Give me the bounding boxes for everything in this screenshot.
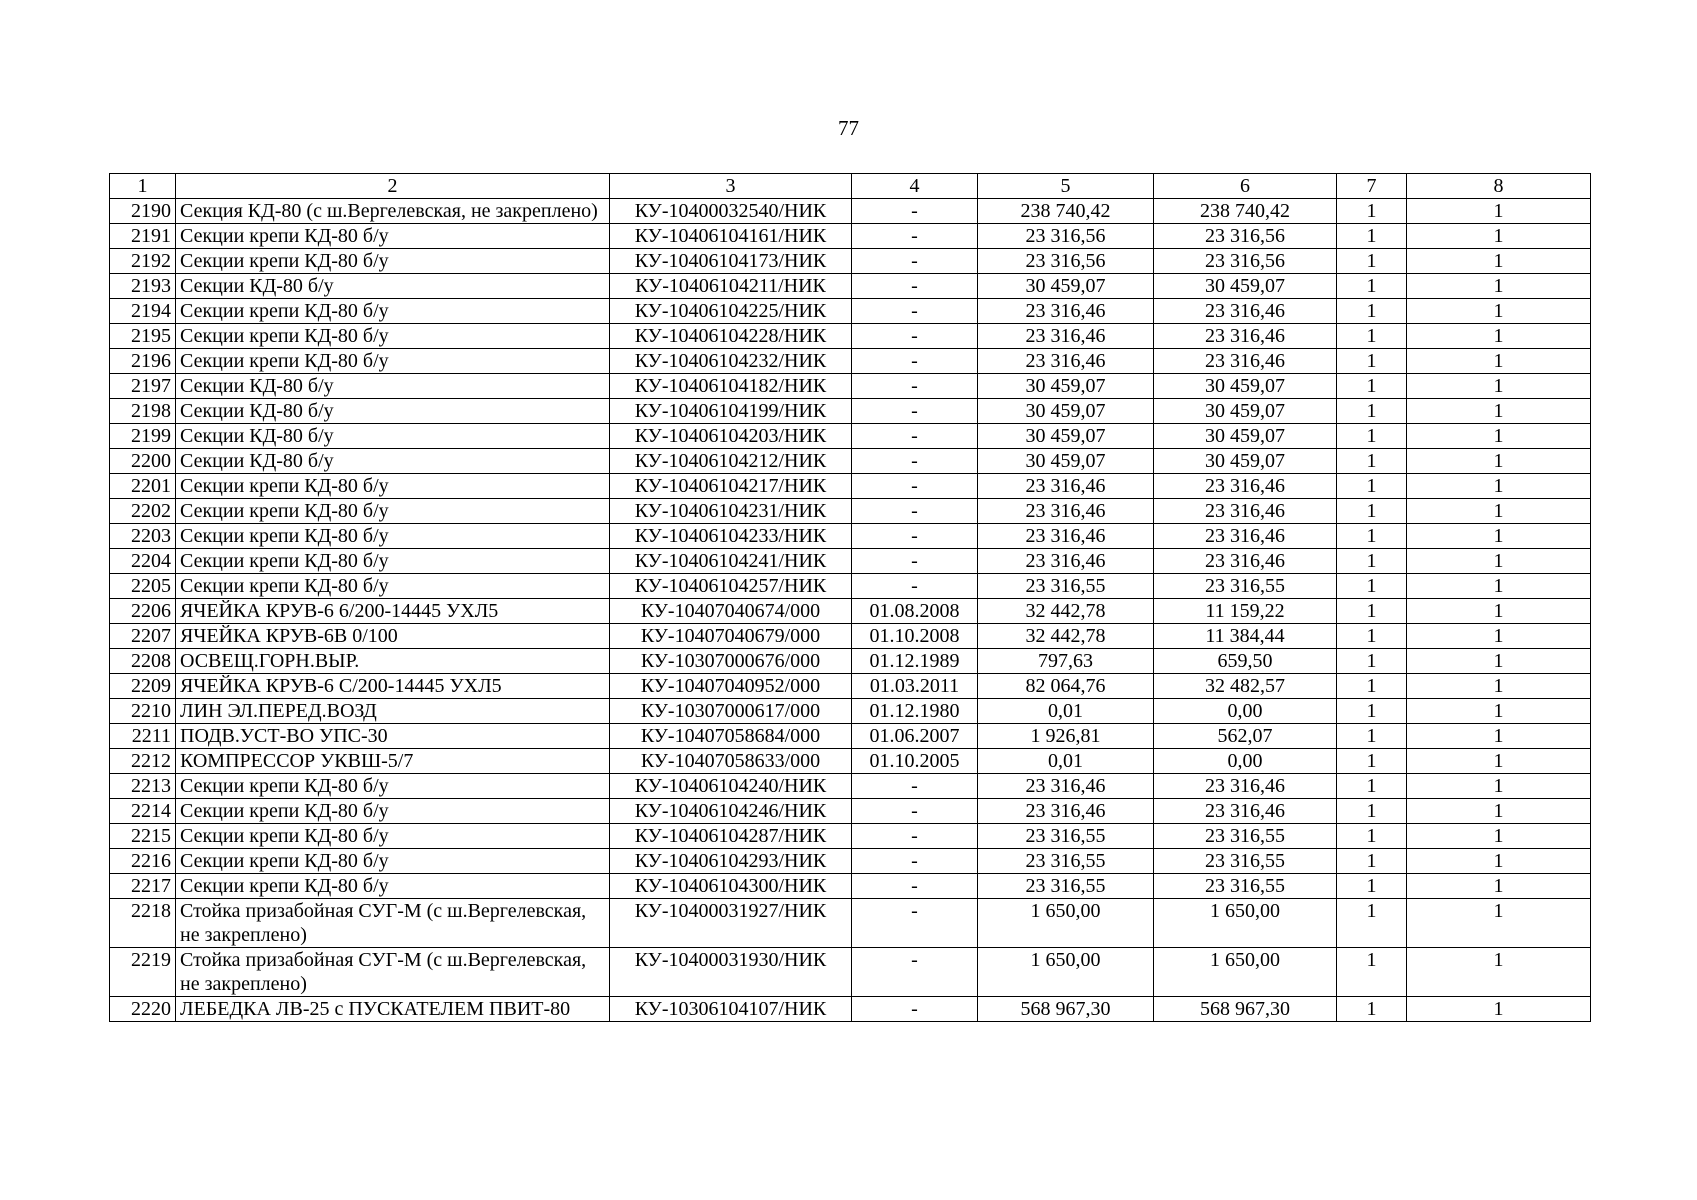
initial-cost-cell: 32 442,78	[978, 599, 1154, 624]
count-cell: 1	[1407, 997, 1591, 1022]
residual-cost-cell: 0,00	[1154, 699, 1337, 724]
inventory-code-cell: КУ-10406104182/НИК	[610, 374, 852, 399]
quantity-cell: 1	[1337, 824, 1407, 849]
initial-cost-cell: 797,63	[978, 649, 1154, 674]
count-cell: 1	[1407, 624, 1591, 649]
table-row	[110, 899, 1591, 948]
inventory-code-cell: КУ-10406104173/НИК	[610, 249, 852, 274]
item-name-cell: ПОДВ.УСТ-ВО УПС-30	[176, 724, 610, 749]
row-number-cell: 2220	[110, 997, 176, 1022]
residual-cost-cell: 23 316,55	[1154, 874, 1337, 899]
quantity-cell: 1	[1337, 948, 1407, 997]
quantity-cell: 1	[1337, 749, 1407, 774]
residual-cost-cell: 23 316,46	[1154, 324, 1337, 349]
residual-cost-cell: 23 316,46	[1154, 549, 1337, 574]
initial-cost-cell: 23 316,55	[978, 824, 1154, 849]
residual-cost-cell: 23 316,46	[1154, 499, 1337, 524]
count-cell: 1	[1407, 849, 1591, 874]
initial-cost-cell: 1 650,00	[978, 899, 1154, 948]
inventory-code-cell: КУ-10406104293/НИК	[610, 849, 852, 874]
initial-cost-cell: 30 459,07	[978, 424, 1154, 449]
row-number-cell: 2207	[110, 624, 176, 649]
residual-cost-cell: 659,50	[1154, 649, 1337, 674]
count-cell: 1	[1407, 774, 1591, 799]
residual-cost-cell: 238 740,42	[1154, 199, 1337, 224]
quantity-cell: 1	[1337, 699, 1407, 724]
quantity-cell: 1	[1337, 774, 1407, 799]
residual-cost-cell: 23 316,46	[1154, 299, 1337, 324]
inventory-code-cell: КУ-10307000676/000	[610, 649, 852, 674]
inventory-code-cell: КУ-10406104246/НИК	[610, 799, 852, 824]
count-cell: 1	[1407, 824, 1591, 849]
column-header: 2	[176, 174, 610, 199]
item-name-cell: Секции крепи КД-80 б/у	[176, 299, 610, 324]
row-number-cell: 2217	[110, 874, 176, 899]
date-cell: -	[852, 824, 978, 849]
initial-cost-cell: 23 316,55	[978, 574, 1154, 599]
row-number-cell: 2193	[110, 274, 176, 299]
table-row	[110, 799, 1591, 824]
residual-cost-cell: 11 159,22	[1154, 599, 1337, 624]
column-header: 3	[610, 174, 852, 199]
item-name-cell: ЯЧЕЙКА КРУВ-6 6/200-14445 УХЛ5	[176, 599, 610, 624]
initial-cost-cell: 1 926,81	[978, 724, 1154, 749]
residual-cost-cell: 1 650,00	[1154, 948, 1337, 997]
table-row	[110, 499, 1591, 524]
quantity-cell: 1	[1337, 399, 1407, 424]
residual-cost-cell: 23 316,55	[1154, 574, 1337, 599]
quantity-cell: 1	[1337, 299, 1407, 324]
count-cell: 1	[1407, 374, 1591, 399]
residual-cost-cell: 568 967,30	[1154, 997, 1337, 1022]
initial-cost-cell: 23 316,46	[978, 474, 1154, 499]
residual-cost-cell: 30 459,07	[1154, 399, 1337, 424]
count-cell: 1	[1407, 749, 1591, 774]
column-header: 6	[1154, 174, 1337, 199]
count-cell: 1	[1407, 474, 1591, 499]
date-cell: 01.08.2008	[852, 599, 978, 624]
inventory-code-cell: КУ-10407058684/000	[610, 724, 852, 749]
initial-cost-cell: 30 459,07	[978, 449, 1154, 474]
inventory-code-cell: КУ-10406104231/НИК	[610, 499, 852, 524]
quantity-cell: 1	[1337, 799, 1407, 824]
count-cell: 1	[1407, 349, 1591, 374]
table-row	[110, 224, 1591, 249]
quantity-cell: 1	[1337, 549, 1407, 574]
row-number-cell: 2205	[110, 574, 176, 599]
residual-cost-cell: 11 384,44	[1154, 624, 1337, 649]
row-number-cell: 2219	[110, 948, 176, 997]
count-cell: 1	[1407, 399, 1591, 424]
date-cell: -	[852, 549, 978, 574]
table-row	[110, 874, 1591, 899]
date-cell: -	[852, 499, 978, 524]
initial-cost-cell: 30 459,07	[978, 399, 1154, 424]
residual-cost-cell: 23 316,46	[1154, 474, 1337, 499]
initial-cost-cell: 568 967,30	[978, 997, 1154, 1022]
initial-cost-cell: 23 316,46	[978, 524, 1154, 549]
count-cell: 1	[1407, 449, 1591, 474]
item-name-cell: Секции КД-80 б/у	[176, 449, 610, 474]
table-row	[110, 724, 1591, 749]
row-number-cell: 2200	[110, 449, 176, 474]
residual-cost-cell: 23 316,46	[1154, 524, 1337, 549]
row-number-cell: 2201	[110, 474, 176, 499]
item-name-cell: Секция КД-80 (с ш.Вергелевская, не закреплено)	[176, 199, 610, 224]
count-cell: 1	[1407, 274, 1591, 299]
quantity-cell: 1	[1337, 674, 1407, 699]
item-name-cell: Секции крепи КД-80 б/у	[176, 524, 610, 549]
count-cell: 1	[1407, 649, 1591, 674]
count-cell: 1	[1407, 299, 1591, 324]
row-number-cell: 2190	[110, 199, 176, 224]
initial-cost-cell: 23 316,55	[978, 874, 1154, 899]
date-cell: -	[852, 249, 978, 274]
inventory-code-cell: КУ-10406104217/НИК	[610, 474, 852, 499]
table-row	[110, 849, 1591, 874]
row-number-cell: 2215	[110, 824, 176, 849]
item-name-cell: Секции крепи КД-80 б/у	[176, 874, 610, 899]
quantity-cell: 1	[1337, 374, 1407, 399]
table-row	[110, 649, 1591, 674]
table-row	[110, 424, 1591, 449]
date-cell: -	[852, 274, 978, 299]
inventory-code-cell: КУ-10406104241/НИК	[610, 549, 852, 574]
column-header: 1	[110, 174, 176, 199]
date-cell: -	[852, 524, 978, 549]
quantity-cell: 1	[1337, 449, 1407, 474]
table-row	[110, 474, 1591, 499]
inventory-code-cell: КУ-10406104228/НИК	[610, 324, 852, 349]
item-name-cell: Секции КД-80 б/у	[176, 399, 610, 424]
item-name-cell: Стойка призабойная СУГ-М (с ш.Вергелевская, не закреплено)	[176, 948, 610, 997]
initial-cost-cell: 23 316,46	[978, 349, 1154, 374]
inventory-code-cell: КУ-10406104300/НИК	[610, 874, 852, 899]
count-cell: 1	[1407, 799, 1591, 824]
item-name-cell: Секции крепи КД-80 б/у	[176, 824, 610, 849]
item-name-cell: Секции КД-80 б/у	[176, 424, 610, 449]
initial-cost-cell: 1 650,00	[978, 948, 1154, 997]
item-name-cell: Стойка призабойная СУГ-М (с ш.Вергелевская, не закреплено)	[176, 899, 610, 948]
row-number-cell: 2195	[110, 324, 176, 349]
date-cell: -	[852, 399, 978, 424]
quantity-cell: 1	[1337, 424, 1407, 449]
quantity-cell: 1	[1337, 474, 1407, 499]
date-cell: -	[852, 899, 978, 948]
item-name-cell: ОСВЕЩ.ГОРН.ВЫР.	[176, 649, 610, 674]
table-row	[110, 399, 1591, 424]
quantity-cell: 1	[1337, 499, 1407, 524]
count-cell: 1	[1407, 424, 1591, 449]
table-row	[110, 374, 1591, 399]
row-number-cell: 2213	[110, 774, 176, 799]
row-number-cell: 2199	[110, 424, 176, 449]
inventory-code-cell: КУ-10306104107/НИК	[610, 997, 852, 1022]
inventory-code-cell: КУ-10400031930/НИК	[610, 948, 852, 997]
quantity-cell: 1	[1337, 524, 1407, 549]
date-cell: -	[852, 997, 978, 1022]
quantity-cell: 1	[1337, 349, 1407, 374]
residual-cost-cell: 23 316,46	[1154, 774, 1337, 799]
row-number-cell: 2208	[110, 649, 176, 674]
quantity-cell: 1	[1337, 324, 1407, 349]
quantity-cell: 1	[1337, 224, 1407, 249]
row-number-cell: 2194	[110, 299, 176, 324]
inventory-code-cell: КУ-10406104240/НИК	[610, 774, 852, 799]
table-row	[110, 824, 1591, 849]
initial-cost-cell: 30 459,07	[978, 274, 1154, 299]
date-cell: -	[852, 424, 978, 449]
date-cell: 01.03.2011	[852, 674, 978, 699]
row-number-cell: 2216	[110, 849, 176, 874]
item-name-cell: ЯЧЕЙКА КРУВ-6В 0/100	[176, 624, 610, 649]
quantity-cell: 1	[1337, 249, 1407, 274]
date-cell: -	[852, 774, 978, 799]
date-cell: 01.12.1980	[852, 699, 978, 724]
inventory-code-cell: КУ-10407058633/000	[610, 749, 852, 774]
date-cell: -	[852, 849, 978, 874]
residual-cost-cell: 562,07	[1154, 724, 1337, 749]
item-name-cell: ЛИН ЭЛ.ПЕРЕД.ВОЗД	[176, 699, 610, 724]
quantity-cell: 1	[1337, 874, 1407, 899]
inventory-code-cell: КУ-10406104287/НИК	[610, 824, 852, 849]
inventory-code-cell: КУ-10406104211/НИК	[610, 274, 852, 299]
initial-cost-cell: 0,01	[978, 749, 1154, 774]
date-cell: 01.06.2007	[852, 724, 978, 749]
residual-cost-cell: 23 316,55	[1154, 849, 1337, 874]
residual-cost-cell: 30 459,07	[1154, 374, 1337, 399]
date-cell: -	[852, 948, 978, 997]
inventory-code-cell: КУ-10406104257/НИК	[610, 574, 852, 599]
count-cell: 1	[1407, 899, 1591, 948]
table-row	[110, 449, 1591, 474]
residual-cost-cell: 0,00	[1154, 749, 1337, 774]
initial-cost-cell: 238 740,42	[978, 199, 1154, 224]
date-cell: -	[852, 574, 978, 599]
residual-cost-cell: 30 459,07	[1154, 274, 1337, 299]
initial-cost-cell: 82 064,76	[978, 674, 1154, 699]
count-cell: 1	[1407, 948, 1591, 997]
residual-cost-cell: 32 482,57	[1154, 674, 1337, 699]
inventory-code-cell: КУ-10406104212/НИК	[610, 449, 852, 474]
date-cell: -	[852, 474, 978, 499]
row-number-cell: 2211	[110, 724, 176, 749]
row-number-cell: 2206	[110, 599, 176, 624]
date-cell: -	[852, 449, 978, 474]
table-row	[110, 199, 1591, 224]
initial-cost-cell: 23 316,55	[978, 849, 1154, 874]
row-number-cell: 2202	[110, 499, 176, 524]
inventory-code-cell: КУ-10307000617/000	[610, 699, 852, 724]
count-cell: 1	[1407, 874, 1591, 899]
table-row	[110, 749, 1591, 774]
date-cell: 01.12.1989	[852, 649, 978, 674]
initial-cost-cell: 23 316,46	[978, 324, 1154, 349]
initial-cost-cell: 23 316,46	[978, 774, 1154, 799]
item-name-cell: Секции крепи КД-80 б/у	[176, 774, 610, 799]
count-cell: 1	[1407, 674, 1591, 699]
inventory-code-cell: КУ-10400032540/НИК	[610, 199, 852, 224]
initial-cost-cell: 23 316,46	[978, 549, 1154, 574]
table-row	[110, 624, 1591, 649]
date-cell: 01.10.2005	[852, 749, 978, 774]
item-name-cell: Секции крепи КД-80 б/у	[176, 474, 610, 499]
initial-cost-cell: 23 316,56	[978, 249, 1154, 274]
item-name-cell: Секции крепи КД-80 б/у	[176, 224, 610, 249]
count-cell: 1	[1407, 499, 1591, 524]
item-name-cell: Секции крепи КД-80 б/у	[176, 574, 610, 599]
row-number-cell: 2212	[110, 749, 176, 774]
residual-cost-cell: 23 316,56	[1154, 249, 1337, 274]
date-cell: -	[852, 324, 978, 349]
item-name-cell: Секции крепи КД-80 б/у	[176, 349, 610, 374]
table-row	[110, 699, 1591, 724]
inventory-code-cell: КУ-10407040679/000	[610, 624, 852, 649]
item-name-cell: Секции крепи КД-80 б/у	[176, 549, 610, 574]
quantity-cell: 1	[1337, 599, 1407, 624]
column-header: 7	[1337, 174, 1407, 199]
item-name-cell: Секции крепи КД-80 б/у	[176, 799, 610, 824]
date-cell: -	[852, 874, 978, 899]
count-cell: 1	[1407, 599, 1591, 624]
item-name-cell: Секции крепи КД-80 б/у	[176, 324, 610, 349]
residual-cost-cell: 30 459,07	[1154, 449, 1337, 474]
date-cell: -	[852, 299, 978, 324]
row-number-cell: 2210	[110, 699, 176, 724]
inventory-code-cell: КУ-10406104161/НИК	[610, 224, 852, 249]
item-name-cell: Секции КД-80 б/у	[176, 374, 610, 399]
item-name-cell: КОМПРЕССОР УКВШ-5/7	[176, 749, 610, 774]
date-cell: 01.10.2008	[852, 624, 978, 649]
header-row	[110, 174, 1591, 199]
row-number-cell: 2191	[110, 224, 176, 249]
table-row	[110, 349, 1591, 374]
table-body	[110, 199, 1591, 1022]
inventory-code-cell: КУ-10407040952/000	[610, 674, 852, 699]
quantity-cell: 1	[1337, 649, 1407, 674]
quantity-cell: 1	[1337, 574, 1407, 599]
row-number-cell: 2197	[110, 374, 176, 399]
quantity-cell: 1	[1337, 724, 1407, 749]
residual-cost-cell: 30 459,07	[1154, 424, 1337, 449]
item-name-cell: ЛЕБЕДКА ЛВ-25 с ПУСКАТЕЛЕМ ПВИТ-80	[176, 997, 610, 1022]
table-row	[110, 774, 1591, 799]
count-cell: 1	[1407, 324, 1591, 349]
inventory-code-cell: КУ-10406104203/НИК	[610, 424, 852, 449]
inventory-code-cell: КУ-10406104233/НИК	[610, 524, 852, 549]
initial-cost-cell: 23 316,46	[978, 799, 1154, 824]
row-number-cell: 2196	[110, 349, 176, 374]
row-number-cell: 2218	[110, 899, 176, 948]
quantity-cell: 1	[1337, 899, 1407, 948]
date-cell: -	[852, 199, 978, 224]
table-row	[110, 249, 1591, 274]
quantity-cell: 1	[1337, 274, 1407, 299]
inventory-code-cell: КУ-10406104232/НИК	[610, 349, 852, 374]
table-row	[110, 549, 1591, 574]
residual-cost-cell: 23 316,46	[1154, 349, 1337, 374]
date-cell: -	[852, 349, 978, 374]
initial-cost-cell: 23 316,46	[978, 299, 1154, 324]
row-number-cell: 2203	[110, 524, 176, 549]
initial-cost-cell: 23 316,46	[978, 499, 1154, 524]
inventory-table	[109, 173, 1591, 1022]
residual-cost-cell: 23 316,55	[1154, 824, 1337, 849]
table-row	[110, 299, 1591, 324]
table-row	[110, 574, 1591, 599]
date-cell: -	[852, 374, 978, 399]
column-header: 8	[1407, 174, 1591, 199]
count-cell: 1	[1407, 549, 1591, 574]
table-row	[110, 948, 1591, 997]
table-row	[110, 674, 1591, 699]
row-number-cell: 2198	[110, 399, 176, 424]
item-name-cell: Секции крепи КД-80 б/у	[176, 499, 610, 524]
item-name-cell: Секции крепи КД-80 б/у	[176, 849, 610, 874]
table-row	[110, 599, 1591, 624]
inventory-code-cell: КУ-10400031927/НИК	[610, 899, 852, 948]
residual-cost-cell: 23 316,56	[1154, 224, 1337, 249]
page-number: 77	[838, 116, 859, 140]
item-name-cell: ЯЧЕЙКА КРУВ-6 С/200-14445 УХЛ5	[176, 674, 610, 699]
quantity-cell: 1	[1337, 997, 1407, 1022]
initial-cost-cell: 23 316,56	[978, 224, 1154, 249]
column-header: 4	[852, 174, 978, 199]
date-cell: -	[852, 224, 978, 249]
residual-cost-cell: 1 650,00	[1154, 899, 1337, 948]
table-row	[110, 324, 1591, 349]
quantity-cell: 1	[1337, 199, 1407, 224]
row-number-cell: 2209	[110, 674, 176, 699]
row-number-cell: 2204	[110, 549, 176, 574]
item-name-cell: Секции КД-80 б/у	[176, 274, 610, 299]
table-row	[110, 524, 1591, 549]
inventory-code-cell: КУ-10407040674/000	[610, 599, 852, 624]
quantity-cell: 1	[1337, 849, 1407, 874]
initial-cost-cell: 0,01	[978, 699, 1154, 724]
count-cell: 1	[1407, 524, 1591, 549]
table-row	[110, 274, 1591, 299]
count-cell: 1	[1407, 249, 1591, 274]
count-cell: 1	[1407, 574, 1591, 599]
date-cell: -	[852, 799, 978, 824]
count-cell: 1	[1407, 699, 1591, 724]
quantity-cell: 1	[1337, 624, 1407, 649]
table-row	[110, 997, 1591, 1022]
row-number-cell: 2214	[110, 799, 176, 824]
count-cell: 1	[1407, 199, 1591, 224]
count-cell: 1	[1407, 724, 1591, 749]
count-cell: 1	[1407, 224, 1591, 249]
residual-cost-cell: 23 316,46	[1154, 799, 1337, 824]
initial-cost-cell: 30 459,07	[978, 374, 1154, 399]
inventory-code-cell: КУ-10406104199/НИК	[610, 399, 852, 424]
inventory-code-cell: КУ-10406104225/НИК	[610, 299, 852, 324]
column-header: 5	[978, 174, 1154, 199]
initial-cost-cell: 32 442,78	[978, 624, 1154, 649]
row-number-cell: 2192	[110, 249, 176, 274]
item-name-cell: Секции крепи КД-80 б/у	[176, 249, 610, 274]
